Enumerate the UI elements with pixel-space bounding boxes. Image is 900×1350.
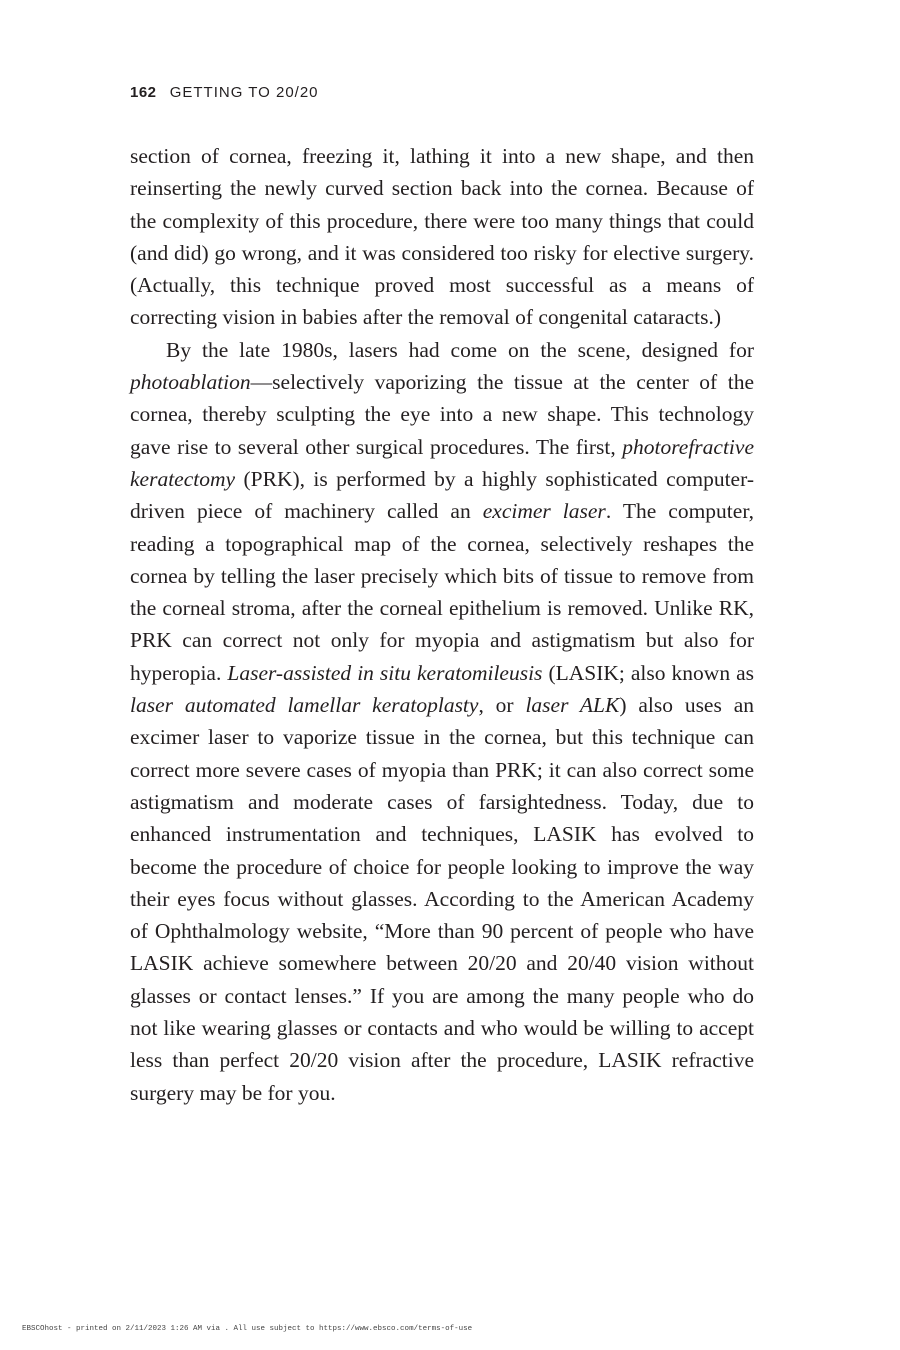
page-number: 162 — [130, 84, 157, 101]
text-run: . The computer, reading a topographical map of the cornea, selectively reshapes the cornea by telling the laser precisely which bits of tissue to remove from the corneal stroma, after the corneal epithelium is removed. Unlike RK, PRK can correct not only for myopia and astigmatism but also for hyperopia. — [130, 499, 754, 685]
text-run: section of cornea, freezing it, lathing it into a new shape, and then reinserting the newly curved section back into the cornea. Because of the complexity of this procedure, there were too many things that could (and did) go wrong, and it was considered too risky for elective surgery. (Actually, this technique proved most successful as a means of correcting vision in babies after the removal of congenital cataracts.) — [130, 144, 754, 330]
body-text — [130, 140, 754, 1109]
text-run: By the late 1980s, lasers had come on the scene, designed for — [166, 337, 754, 362]
text-run: (PRK), is performed by a highly sophisticated computer-driven piece of machinery called an — [130, 466, 754, 524]
italic-term: laser automated lamellar keratoplasty — [130, 693, 479, 718]
italic-term: laser ALK — [525, 693, 620, 718]
text-run: ) also uses an excimer laser to vaporize tissue in the cornea, but this technique can correct more severe cases of myopia than PRK; it can also correct some astigmatism and moderate cases of farsightedness. Today, due to enhanced instrumentation and techniques, LASIK has evolved to become the procedure of choice for people looking to improve the way their eyes focus without glasses. According to the American Academy of Ophthalmology website, “More than 90 percent of people who have LASIK achieve somewhere between 20/20 and 20/40 vision without glasses or contact lenses.” If you are among the many people who do not like wearing glasses or contacts and who would be willing to accept less than perfect 20/20 vision after the procedure, LASIK refractive surgery may be for you. — [130, 693, 754, 1105]
print-footer: EBSCOhost - printed on 2/11/2023 1:26 AM via . All use subject to https://www.ebsco.com/terms-of-use — [22, 1325, 473, 1333]
text-run: —selectively vaporizing the tissue at the center of the cornea, thereby sculpting the eye into a new shape. This technology gave rise to several other surgical procedures. The first, — [130, 370, 754, 459]
paragraph — [130, 140, 754, 334]
running-head: GETTING TO 20/20 — [169, 84, 319, 101]
italic-term: Laser-assisted in situ keratomileusis — [227, 660, 543, 685]
page-header — [130, 84, 319, 101]
text-run: (LASIK; also known as — [542, 660, 754, 685]
italic-term: photorefractive keratectomy — [130, 434, 754, 491]
text-run: , or — [478, 693, 526, 718]
paragraph — [130, 334, 754, 1109]
italic-term: excimer laser — [482, 499, 606, 524]
italic-term: photoablation — [130, 370, 251, 395]
